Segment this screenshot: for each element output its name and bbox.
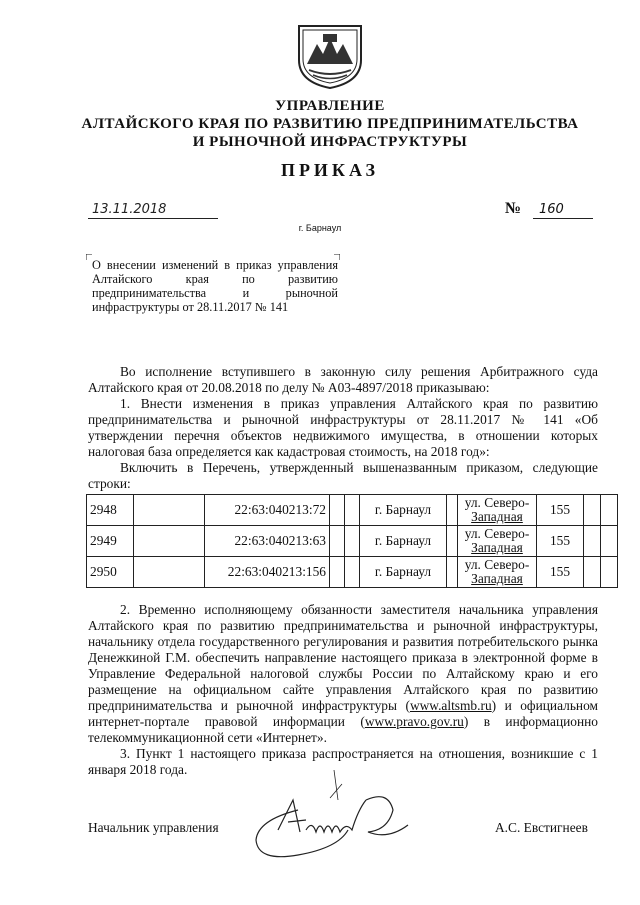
date-value: 13.11.2018: [92, 202, 167, 217]
street-cell: [458, 526, 537, 557]
intro-paragraph: [88, 364, 598, 396]
signatory-name: А.С. Евстигнеев: [495, 820, 588, 835]
empty-cell: [330, 526, 345, 557]
city-cell: г. Барнаул: [360, 557, 447, 588]
empty-cell: [447, 495, 458, 526]
row-number: 2949: [87, 526, 134, 557]
item-2-text-part3: ) в информационно телекоммуникационной сети «Интернет».: [88, 714, 599, 745]
empty-cell: [601, 526, 618, 557]
item-1-text: 1. Внести изменения в приказ управления Алтайского края по развитию предпринимательства и рыночной инфраструктуры от 28.11.2017 № 141 «Об утверждении перечня объектов недвижимого имущества, в отношении которых налоговая база определяется как кадастровая стоимость, на 2018 год»:: [88, 396, 598, 459]
number-field: [533, 200, 593, 219]
empty-cell: [345, 495, 360, 526]
empty-cell: [584, 526, 601, 557]
empty-cell: [345, 526, 360, 557]
street-line-2: Западная: [471, 509, 523, 524]
empty-cell: [447, 557, 458, 588]
intro-text: Во исполнение вступившего в законную силу решения Арбитражного суда Алтайского края от 20.08.2018 по делу № А03-4897/2018 приказываю:: [88, 364, 598, 395]
cadastral-number: 22:63:040213:156: [205, 557, 330, 588]
include-paragraph: [88, 460, 598, 492]
empty-cell: [330, 495, 345, 526]
item-3-text: 3. Пункт 1 настоящего приказа распространяется на отношения, возникшие с 1 января 2018 года.: [88, 746, 598, 777]
row-number: 2948: [87, 495, 134, 526]
signature-icon: [238, 770, 418, 870]
city-cell: г. Барнаул: [360, 495, 447, 526]
table-row: [87, 557, 618, 588]
street-line-2: Западная: [471, 571, 523, 586]
objects-table: [86, 494, 618, 588]
header-line-1: УПРАВЛЕНИЕ: [275, 98, 385, 114]
header-line-3: И РЫНОЧНОЙ ИНФРАСТРУКТУРЫ: [192, 134, 468, 150]
empty-cell: [447, 526, 458, 557]
order-subject: О внесении изменений в приказ управления Алтайского края по развитию предпринимательства и рыночной инфраструктуры от 28.11.2017 № 141: [92, 258, 338, 314]
altsmb-link[interactable]: www.altsmb.ru: [409, 698, 492, 713]
number-value: 160: [539, 202, 564, 217]
city-label: г. Барнаул: [298, 223, 342, 233]
house-number: 155: [537, 495, 584, 526]
item-2-text-part2: ) и официальном интернет-портале правовой информации (: [88, 698, 599, 729]
street-line-1: ул. Северо-: [464, 495, 530, 510]
empty-cell: [134, 557, 205, 588]
cadastral-number: 22:63:040213:72: [205, 495, 330, 526]
table-row: [87, 526, 618, 557]
number-label: №: [505, 200, 522, 217]
street-line-2: Западная: [471, 540, 523, 555]
street-cell: [458, 495, 537, 526]
empty-cell: [584, 557, 601, 588]
row-number: 2950: [87, 557, 134, 588]
item-2-text-part1: 2. Временно исполняющему обязанности заместителя начальника управления Алтайского края по развитию предпринимательства и рыночной инфраструктуры, начальнику отдела государственного регулирования и развития потребительского рынка Денежкиной Г.М. обеспечить направление настоящего приказа в электронной форме в Управление Федеральной налоговой службы России по Алтайскому краю и его размещение на официальном сайте управления Алтайского края по развитию предпринимательства и рыночной инфраструктуры (: [88, 602, 598, 713]
cadastral-number: 22:63:040213:63: [205, 526, 330, 557]
pravo-link[interactable]: www.pravo.gov.ru: [364, 714, 464, 729]
empty-cell: [601, 557, 618, 588]
street-line-1: ул. Северо-: [464, 526, 530, 541]
house-number: 155: [537, 526, 584, 557]
empty-cell: [330, 557, 345, 588]
date-field: [88, 200, 218, 219]
signatory-position: Начальник управления: [88, 820, 219, 835]
empty-cell: [601, 495, 618, 526]
item-1-paragraph: [88, 396, 598, 460]
header-line-2: АЛТАЙСКОГО КРАЯ ПО РАЗВИТИЮ ПРЕДПРИНИМАТЕЛЬСТВА: [81, 116, 579, 132]
include-text: Включить в Перечень, утвержденный вышеназванным приказом, следующие строки:: [88, 460, 598, 491]
item-2-paragraph: [88, 602, 598, 746]
document-title: ПРИКАЗ: [280, 160, 380, 180]
street-line-1: ул. Северо-: [464, 557, 530, 572]
house-number: 155: [537, 557, 584, 588]
empty-cell: [134, 495, 205, 526]
empty-cell: [584, 495, 601, 526]
empty-cell: [134, 526, 205, 557]
table-row: [87, 495, 618, 526]
empty-cell: [345, 557, 360, 588]
street-cell: [458, 557, 537, 588]
city-cell: г. Барнаул: [360, 526, 447, 557]
coat-of-arms-icon: [293, 20, 367, 90]
